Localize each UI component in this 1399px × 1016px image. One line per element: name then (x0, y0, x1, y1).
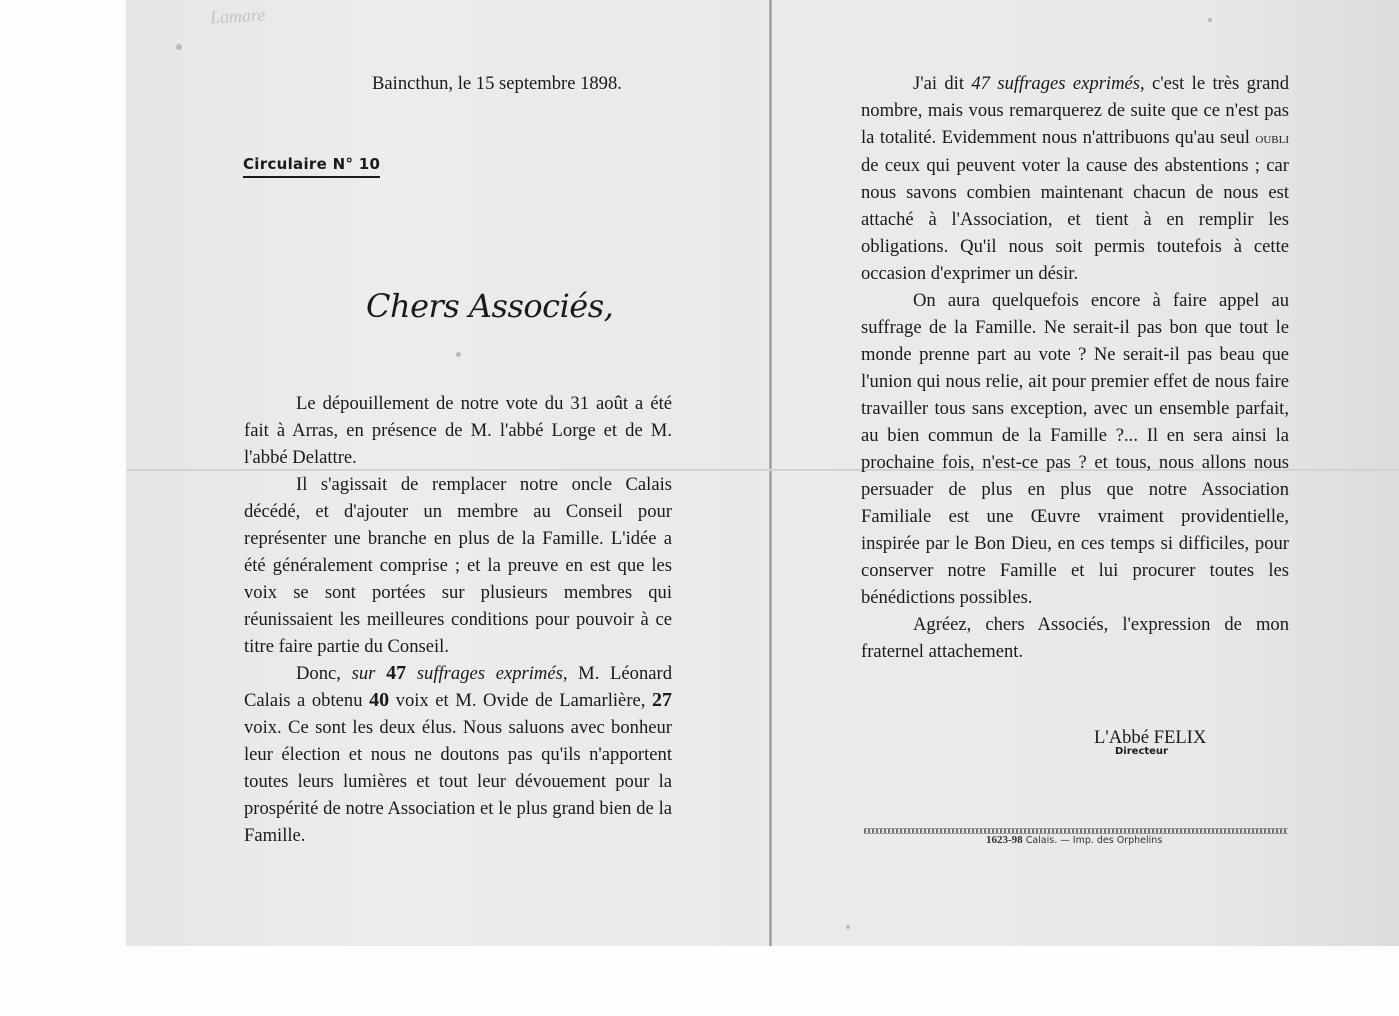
italic-text: sur (351, 663, 387, 684)
lamarliere-votes: 27 (652, 689, 672, 711)
calais-votes: 40 (369, 689, 390, 711)
paragraph-appeal: On aura quelquefois encore à faire appel au suffrage de la Famille. Ne serait-il pas bon que tout le monde prenne part au vote ? Ne serait-il pas beau que l'union qui nous relie, ait pour premier effet de nous faire travailler tous sans exception, avec un ensemble parfait, au bien commun de la Famille ?... Il en sera ainsi la prochaine fois, n'est-ce pas ? et tous, nous allons nous persuader de plus en plus que notre Association Familiale est une Œuvre vraiment providentielle, inspirée par le Bon Dieu, en ces temps si difficiles, pour conserver notre Famille et lui procurer toutes les bénédictions possibles. (861, 290, 1289, 608)
italic-text: suffrages exprimés (406, 663, 563, 684)
paragraph-results (244, 660, 672, 849)
text: de ceux qui peuvent voter la cause des abstentions ; car nous savons combien maintenant chacun de nous est attaché à l'Association, et tient à en remplir les obligations. Qu'il nous soit permis toutefois à cette occasion d'exprimer un désir. (861, 155, 1289, 284)
printer-name: Calais. — Imp. des Orphelins (1025, 835, 1163, 846)
circular-number: Circulaire N° 10 (243, 155, 380, 178)
total-votes: 47 (386, 662, 407, 684)
paragraph-replacement: Il s'agissait de remplacer notre oncle Calais décédé, et d'ajouter un membre au Conseil pour représenter une branche en plus de la Famille. L'idée a été généralement comprise ; et la preuve en est que les voix se sont portées sur plusieurs membres qui réunissaient les meilleures conditions pour pouvoir à ce titre faire partie du Conseil. (244, 474, 672, 657)
printer-imprint (986, 834, 1162, 846)
paper-spot (1208, 18, 1212, 22)
print-number: 1623-98 (986, 834, 1023, 846)
small-caps-text: oubli (1255, 130, 1289, 147)
text: J'ai dit (913, 73, 972, 94)
paper-spot (456, 352, 461, 357)
signature-role: Directeur (1115, 746, 1168, 757)
italic-text: 47 suffrages exprimés (971, 73, 1141, 94)
paper-spot (846, 925, 850, 929)
text: Donc, (296, 663, 352, 684)
text: , c'est le très grand nombre, mais vous remarquerez de suite que ce n'est pas la totalité. Evidemment nous n'attribuons qu'au seul (861, 73, 1289, 148)
left-column (244, 390, 672, 849)
text: , M. Léonard Calais a obtenu (244, 663, 673, 711)
paragraph-closing: Agréez, chers Associés, l'expression de mon fraternel attachement. (861, 614, 1289, 662)
vertical-fold (769, 0, 772, 946)
date-line: Baincthun, le 15 septembre 1898. (372, 73, 622, 94)
text: voix. Ce sont les deux élus. Nous saluons avec bonheur leur élection et nous ne doutons pas qu'ils n'apportent toutes leurs lumières et tout leur dévouement pour la prospérité de notre Association et le plus grand bien de la Famille. (244, 717, 672, 846)
salutation: Chers Associés, (366, 287, 614, 325)
paragraph-abstentions (861, 70, 1289, 287)
right-column (861, 70, 1289, 665)
pencil-annotation: Lamare (209, 4, 266, 28)
text: voix et M. Ovide de Lamarlière, (389, 690, 652, 711)
paragraph-vote-count: Le dépouillement de notre vote du 31 août a été fait à Arras, en présence de M. l'abbé Lorge et de M. l'abbé Delattre. (244, 393, 672, 468)
paper-spot (176, 44, 182, 50)
signature-name: L'Abbé FELIX (1094, 727, 1207, 748)
